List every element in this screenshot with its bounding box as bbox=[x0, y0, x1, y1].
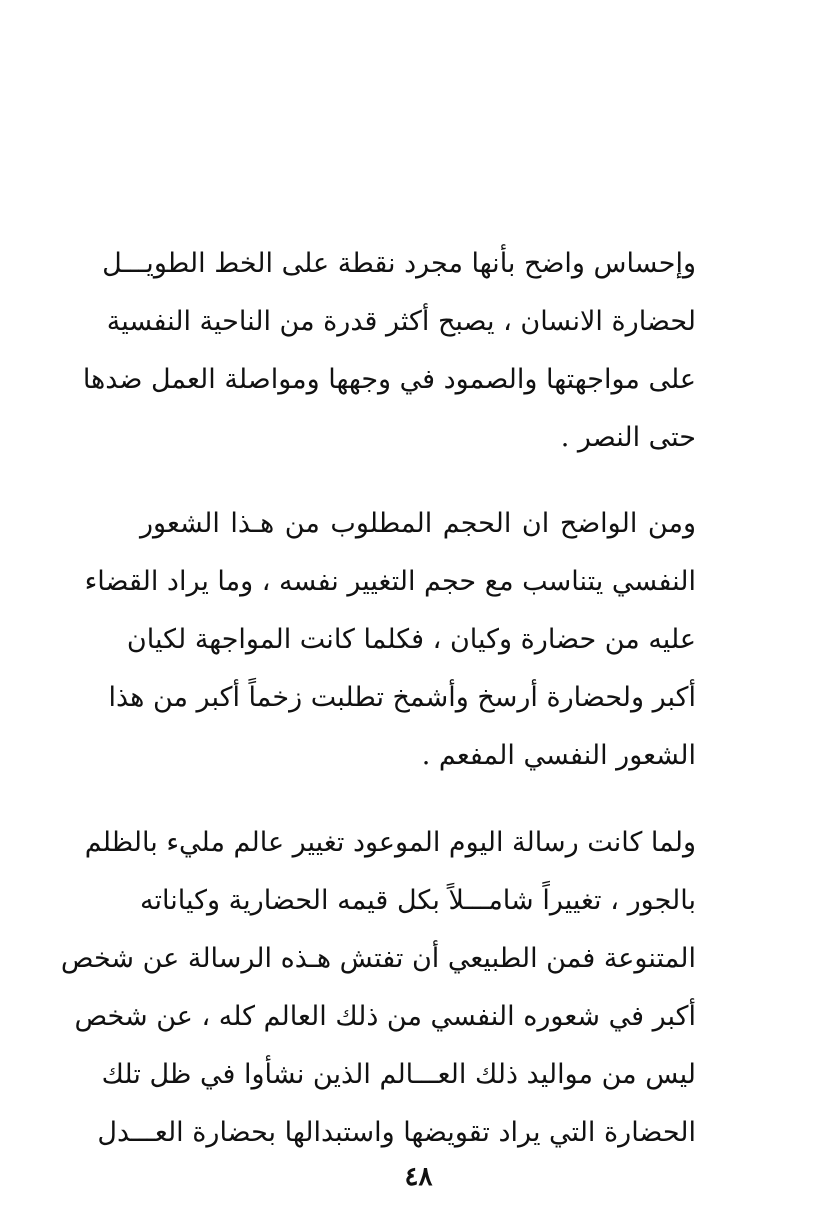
paragraph-line: عليه من حضارة وكيان ، فكلما كانت المواجهة لكيان bbox=[126, 624, 696, 655]
page-number: ٤٨ bbox=[404, 1162, 433, 1192]
paragraph-1 bbox=[82, 235, 696, 467]
paragraph-line: ليس من مواليد ذلك العـــالم الذين نشأوا في ظل تلك bbox=[101, 1059, 696, 1090]
paragraph-line: بالجور ، تغييراً شامـــلاً بكل قيمه الحضارية وكياناته bbox=[140, 885, 696, 916]
paragraph-line: حتى النصر . bbox=[560, 422, 696, 453]
paragraph-line: على مواجهتها والصمود في وجهها ومواصلة العمل ضدها bbox=[82, 364, 696, 395]
paragraph-3 bbox=[60, 814, 696, 1162]
paragraph-line: ومن الواضح ان الحجم المطلوب من هـذا الشعور bbox=[140, 508, 696, 539]
paragraph-2 bbox=[84, 495, 696, 785]
paragraph-line: وإحساس واضح بأنها مجرد نقطة على الخط الطويـــل bbox=[102, 248, 696, 279]
paragraph-line: لحضارة الانسان ، يصبح أكثر قدرة من الناحية النفسية bbox=[106, 306, 696, 337]
paragraph-line: أكبر في شعوره النفسي من ذلك العالم كله ، عن شخص bbox=[74, 1001, 696, 1032]
paragraph-line: أكبر ولحضارة أرسخ وأشمخ تطلبت زخماً أكبر من هذا bbox=[108, 682, 696, 713]
paragraph-line: المتنوعة فمن الطبيعي أن تفتش هـذه الرسالة عن شخص bbox=[60, 943, 696, 974]
paragraph-line: الشعور النفسي المفعم . bbox=[421, 740, 696, 771]
paragraph-line: الحضارة التي يراد تقويضها واستبدالها بحضارة العـــدل bbox=[97, 1117, 696, 1148]
paragraph-line: ولما كانت رسالة اليوم الموعود تغيير عالم مليء بالظلم bbox=[84, 827, 696, 858]
paragraph-line: النفسي يتناسب مع حجم التغيير نفسه ، وما يراد القضاء bbox=[84, 566, 696, 597]
